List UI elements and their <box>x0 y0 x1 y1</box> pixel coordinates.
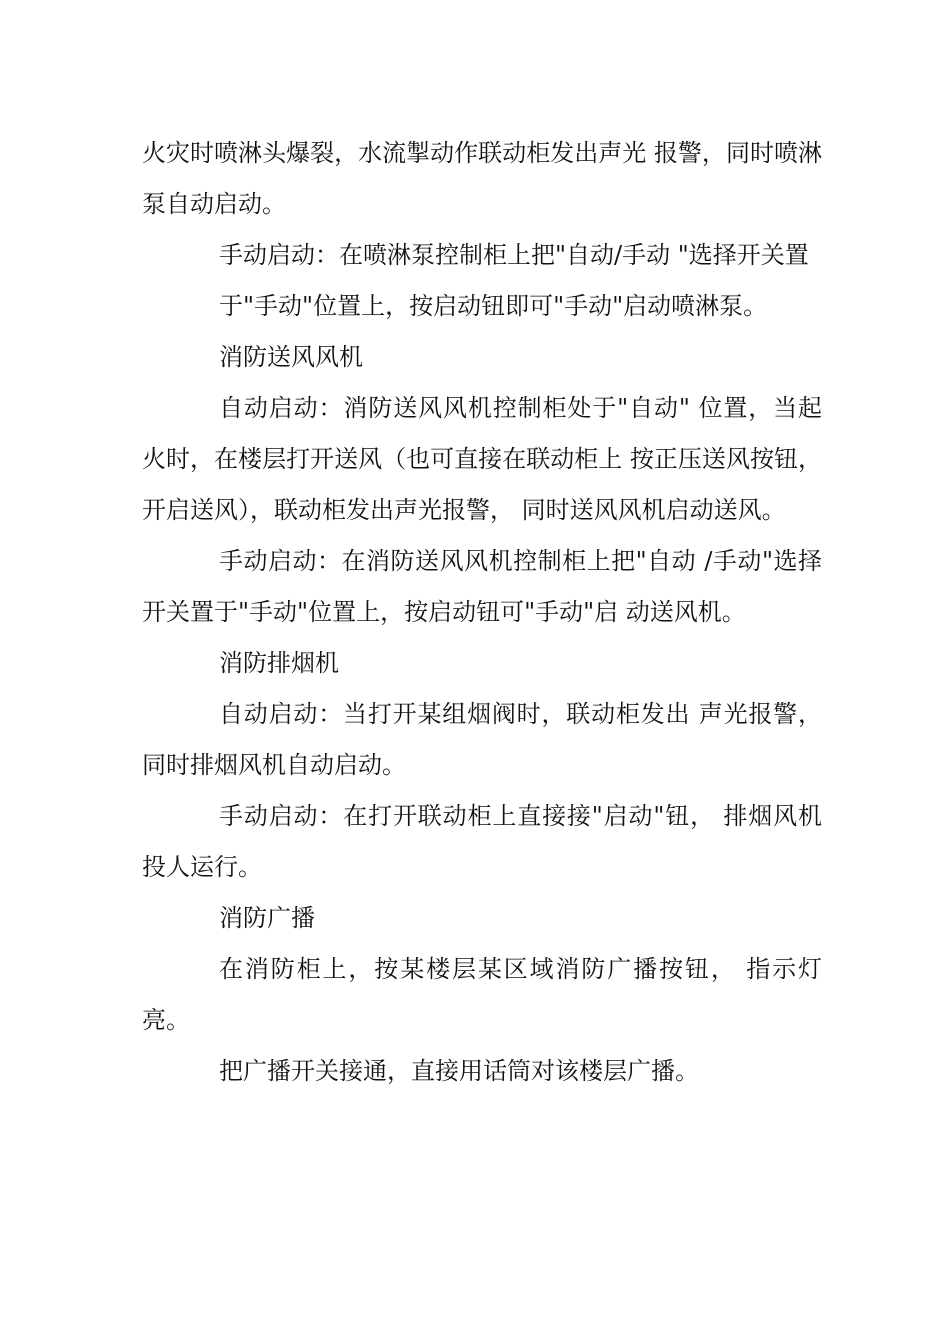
paragraph-supply-fan-auto: 自动启动：消防送风风机控制柜处于"自动" 位置，当起火时，在楼层打开送风（也可直接在联动柜上 按正压送风按钮，开启送风），联动柜发出声光报警， 同时送风风机启动送风。 <box>142 394 822 524</box>
paragraph-smoke-exhaust-auto: 自动启动：当打开某组烟阀时，联动柜发出 声光报警，同时排烟风机自动启动。 <box>142 700 822 779</box>
paragraph-sprinkler-manual-2: 于"手动"位置上，按启动钮即可"手动"启动喷淋泵。 <box>219 292 768 320</box>
heading-smoke-exhaust: 消防排烟机 <box>219 649 339 677</box>
heading-fire-broadcast: 消防广播 <box>219 904 315 932</box>
paragraph-sprinkler-manual-1: 手动启动：在喷淋泵控制柜上把"自动/手动 "选择开关置 <box>219 241 809 269</box>
paragraph-sprinkler-auto: 火灾时喷淋头爆裂，水流掣动作联动柜发出声光 报警，同时喷淋泵自动启动。 <box>142 139 822 218</box>
paragraph-fire-broadcast-1: 在消防柜上，按某楼层某区域消防广播按钮， 指示灯亮。 <box>142 955 822 1034</box>
document-body <box>142 128 822 1097</box>
paragraph-smoke-exhaust-manual: 手动启动：在打开联动柜上直接接"启动"钮， 排烟风机投人运行。 <box>142 802 822 881</box>
paragraph-fire-broadcast-2: 把广播开关接通，直接用话筒对该楼层广播。 <box>219 1057 699 1085</box>
paragraph-supply-fan-manual: 手动启动：在消防送风风机控制柜上把"自动 /手动"选择开关置于"手动"位置上，按启动钮可"手动"启 动送风机。 <box>142 547 822 626</box>
heading-supply-fan: 消防送风风机 <box>219 343 363 371</box>
